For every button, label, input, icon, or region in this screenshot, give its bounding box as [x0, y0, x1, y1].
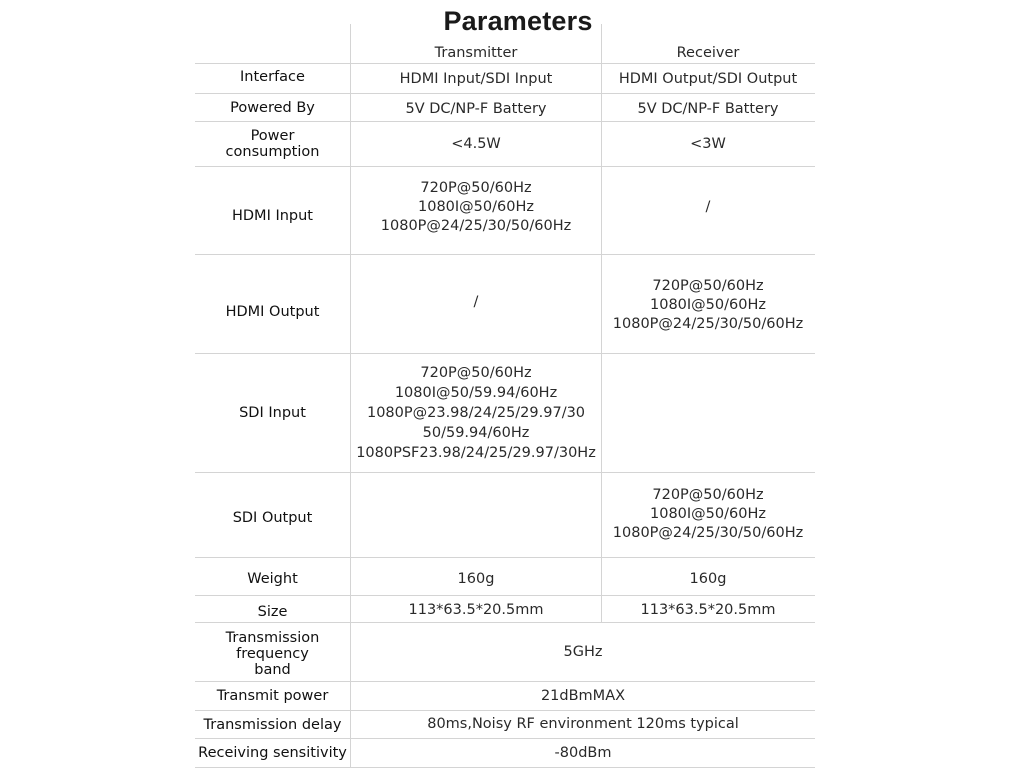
row-label: SDI Input [239, 405, 306, 421]
receiver-value [601, 274, 815, 336]
row-label-line: frequency [236, 646, 309, 662]
transmitter-value: <4.5W [451, 135, 501, 152]
column-header-transmitter: Transmitter [434, 44, 518, 61]
row-label: Weight [247, 571, 298, 587]
row-label: Receiving sensitivity [198, 744, 347, 761]
transmitter-value [351, 363, 601, 463]
row-label-line: consumption [225, 144, 320, 160]
format-line: 720P@50/60Hz [420, 179, 532, 196]
row-label: Transmission delay [203, 716, 342, 733]
page-title: Parameters [443, 6, 593, 36]
receiver-value: 160g [689, 570, 727, 587]
format-line: 720P@50/60Hz [652, 277, 764, 294]
row-label-line: Power [250, 128, 295, 144]
format-line: 1080PSF23.98/24/25/29.97/30Hz [356, 445, 596, 461]
format-line: 1080P@24/25/30/50/60Hz [612, 524, 804, 541]
shared-value: 21dBmMAX [540, 687, 626, 704]
receiver-value: <3W [690, 135, 726, 152]
format-line: 50/59.94/60Hz [422, 425, 530, 441]
transmitter-value [351, 176, 601, 238]
column-header-receiver: Receiver [676, 44, 740, 61]
format-line: 720P@50/60Hz [652, 486, 764, 503]
format-line: 1080I@50/60Hz [650, 505, 766, 522]
row-label: SDI Output [232, 510, 313, 526]
row-label: Powered By [230, 99, 315, 116]
row-label: HDMI Output [225, 304, 320, 320]
row-label: HDMI Input [231, 208, 313, 224]
format-line: 1080I@50/60Hz [418, 198, 534, 215]
row-label [195, 122, 350, 166]
receiver-value [601, 483, 815, 545]
transmitter-value: HDMI Input/SDI Input [399, 70, 553, 87]
receiver-value: / [705, 198, 711, 215]
row-label-line: band [254, 662, 291, 678]
format-line: 720P@50/60Hz [420, 365, 532, 381]
receiver-value: HDMI Output/SDI Output [618, 70, 798, 87]
transmitter-value: 160g [457, 570, 495, 587]
transmitter-value: / [473, 293, 479, 310]
format-line: 1080P@24/25/30/50/60Hz [380, 217, 572, 234]
row-label: Size [257, 604, 288, 620]
receiver-value: 113*63.5*20.5mm [640, 601, 776, 618]
format-line: 1080I@50/60Hz [650, 296, 766, 313]
shared-value: -80dBm [554, 744, 612, 761]
transmitter-value [351, 473, 601, 557]
transmitter-value: 5V DC/NP-F Battery [405, 100, 547, 117]
receiver-value: 5V DC/NP-F Battery [637, 100, 779, 117]
row-label: Interface [240, 69, 305, 85]
row-label-line: Transmission [225, 630, 320, 646]
row-label [195, 630, 350, 678]
format-line: 1080I@50/59.94/60Hz [394, 385, 558, 401]
row-label: Transmit power [216, 688, 329, 704]
shared-value: 5GHz [563, 643, 603, 660]
format-line: 1080P@24/25/30/50/60Hz [612, 315, 804, 332]
receiver-value [601, 354, 815, 472]
shared-value: 80ms,Noisy RF environment 120ms typical [427, 716, 739, 732]
transmitter-value: 113*63.5*20.5mm [408, 601, 544, 618]
format-line: 1080P@23.98/24/25/29.97/30 [366, 405, 586, 421]
